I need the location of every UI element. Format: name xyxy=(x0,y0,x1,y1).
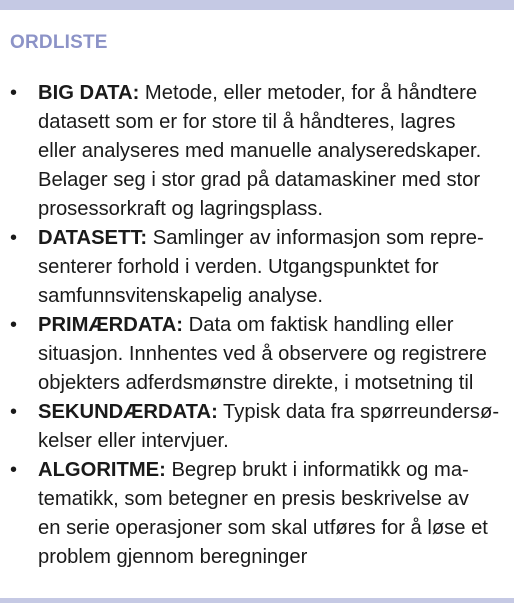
glossary-entry-algoritme xyxy=(0,456,514,572)
definition-line: senterer forhold i verden. Utgangspunktet for xyxy=(38,256,439,278)
definition-line: situasjon. Innhentes ved å observere og registrere xyxy=(38,343,487,365)
bullet-icon: • xyxy=(10,314,18,336)
definition-line: en serie operasjoner som skal utføres for å løse et xyxy=(38,517,488,539)
definition-text: Begrep brukt i informatikk og ma- xyxy=(165,459,469,481)
definition-line: samfunnsvitenskapelig analyse. xyxy=(38,285,324,307)
bullet-icon: • xyxy=(10,227,18,249)
term: PRIMÆRDATA: xyxy=(38,314,184,336)
term: SEKUNDÆRDATA: xyxy=(38,401,218,423)
definition-line: datasett som er for store til å håndteres, lagres xyxy=(38,111,456,133)
definition-line: tematikk, som betegner en presis beskrivelse av xyxy=(38,488,469,510)
definition-line: objekters adferdsmønstre direkte, i motsetning til xyxy=(38,372,474,394)
definition-text: Data om faktisk handling eller xyxy=(183,314,454,336)
glossary-list xyxy=(0,79,514,572)
glossary-entry-big-data xyxy=(0,79,514,224)
definition-text: Samlinger av informasjon som repre- xyxy=(147,227,484,249)
entry-first-line xyxy=(38,398,504,427)
definition-line: eller analyseres med manuelle analyseredskaper. xyxy=(38,140,482,162)
entry-first-line xyxy=(38,224,504,253)
glossary-heading: ORDLISTE xyxy=(10,32,108,53)
definition-line: kelser eller intervjuer. xyxy=(38,430,229,452)
term: BIG DATA: xyxy=(38,82,140,104)
top-divider xyxy=(0,0,514,10)
definition-line: prosessorkraft og lagringsplass. xyxy=(38,198,324,220)
entry-first-line xyxy=(38,311,504,340)
bullet-icon: • xyxy=(10,401,18,423)
definition-line: Belager seg i stor grad på datamaskiner med stor xyxy=(38,169,481,191)
term: DATASETT: xyxy=(38,227,148,249)
bottom-divider xyxy=(0,598,514,603)
term: ALGORITME: xyxy=(38,459,166,481)
definition-text: Metode, eller metoder, for å håndtere xyxy=(139,82,478,104)
entry-first-line xyxy=(38,456,504,485)
definition-text: Typisk data fra spørreundersø- xyxy=(217,401,500,423)
glossary-entry-primaerdata xyxy=(0,311,514,398)
bullet-icon: • xyxy=(10,82,18,104)
entry-first-line xyxy=(38,79,504,108)
glossary-entry-sekundaerdata xyxy=(0,398,514,456)
bullet-icon: • xyxy=(10,459,18,481)
definition-line: problem gjennom beregninger xyxy=(38,546,308,568)
glossary-entry-datasett xyxy=(0,224,514,311)
